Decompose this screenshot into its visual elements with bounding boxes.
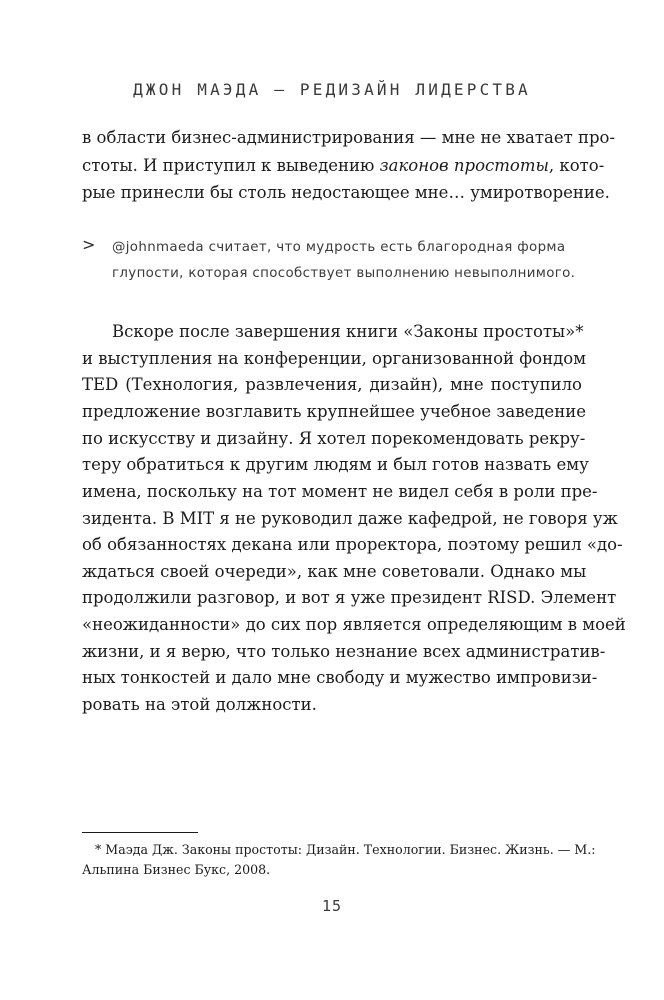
intro-line-2-end: , кото- [548, 156, 605, 175]
body-line: и выступления на конференции, организованной фондом [82, 349, 587, 368]
body-line: имена, поскольку на тот момент не видел себя в роли пре- [82, 482, 598, 501]
intro-line-2-italic: законов простоты [379, 156, 549, 175]
tweet-line-2: глупости, которая способствует выполнению невыполнимого. [112, 266, 576, 281]
body-line: продолжили разговор, и вот я уже президент RISD. Элемент [82, 588, 617, 607]
body-line: по искусству и дизайну. Я хотел порекомендовать рекру- [82, 429, 586, 448]
body-line: об обязанностях декана или проректора, поэтому решил «до- [82, 535, 623, 554]
intro-line-1: в области бизнес-администрирования — мне не хватает про- [82, 128, 616, 147]
running-header: ДЖОН МАЭДА — РЕДИЗАЙН ЛИДЕРСТВА [133, 80, 531, 99]
intro-line-2-start: стоты. И приступил к выведению [82, 156, 380, 175]
body-line: Вскоре после завершения книги «Законы простоты»* [112, 322, 584, 341]
body-line: жизни, и я верю, что только незнание всех административ- [82, 642, 606, 661]
body-line: предложение возглавить крупнейшее учебное заведение [82, 402, 586, 421]
body-line: зидента. В MIT я не руководил даже кафедрой, не говоря уж [82, 509, 618, 528]
intro-line-2 [82, 153, 605, 179]
intro-line-3: рые принесли бы столь недостающее мне… умиротворение. [82, 183, 610, 202]
footnote-divider [82, 832, 198, 833]
footnote-line-2: Альпина Бизнес Букс, 2008. [82, 862, 271, 877]
body-line: теру обратиться к другим людям и был готов назвать ему [82, 455, 589, 474]
body-line: ждаться своей очереди», как мне советовали. Однако мы [82, 562, 587, 581]
body-line: ровать на этой должности. [82, 695, 317, 714]
page-number: 15 [321, 897, 343, 915]
tweet-line-1: @johnmaeda считает, что мудрость есть благородная форма [112, 240, 566, 255]
body-line: ных тонкостей и дало мне свободу и мужество импровизи- [82, 668, 598, 687]
body-line: TED (Технология, развлечения, дизайн), мне поступило [82, 375, 582, 394]
tweet-marker-icon: > [82, 235, 96, 254]
footnote-line-1: * Маэда Дж. Законы простоты: Дизайн. Технологии. Бизнес. Жизнь. — М.: [95, 842, 596, 857]
body-line: «неожиданности» до сих пор является определяющим в моей [82, 615, 626, 634]
